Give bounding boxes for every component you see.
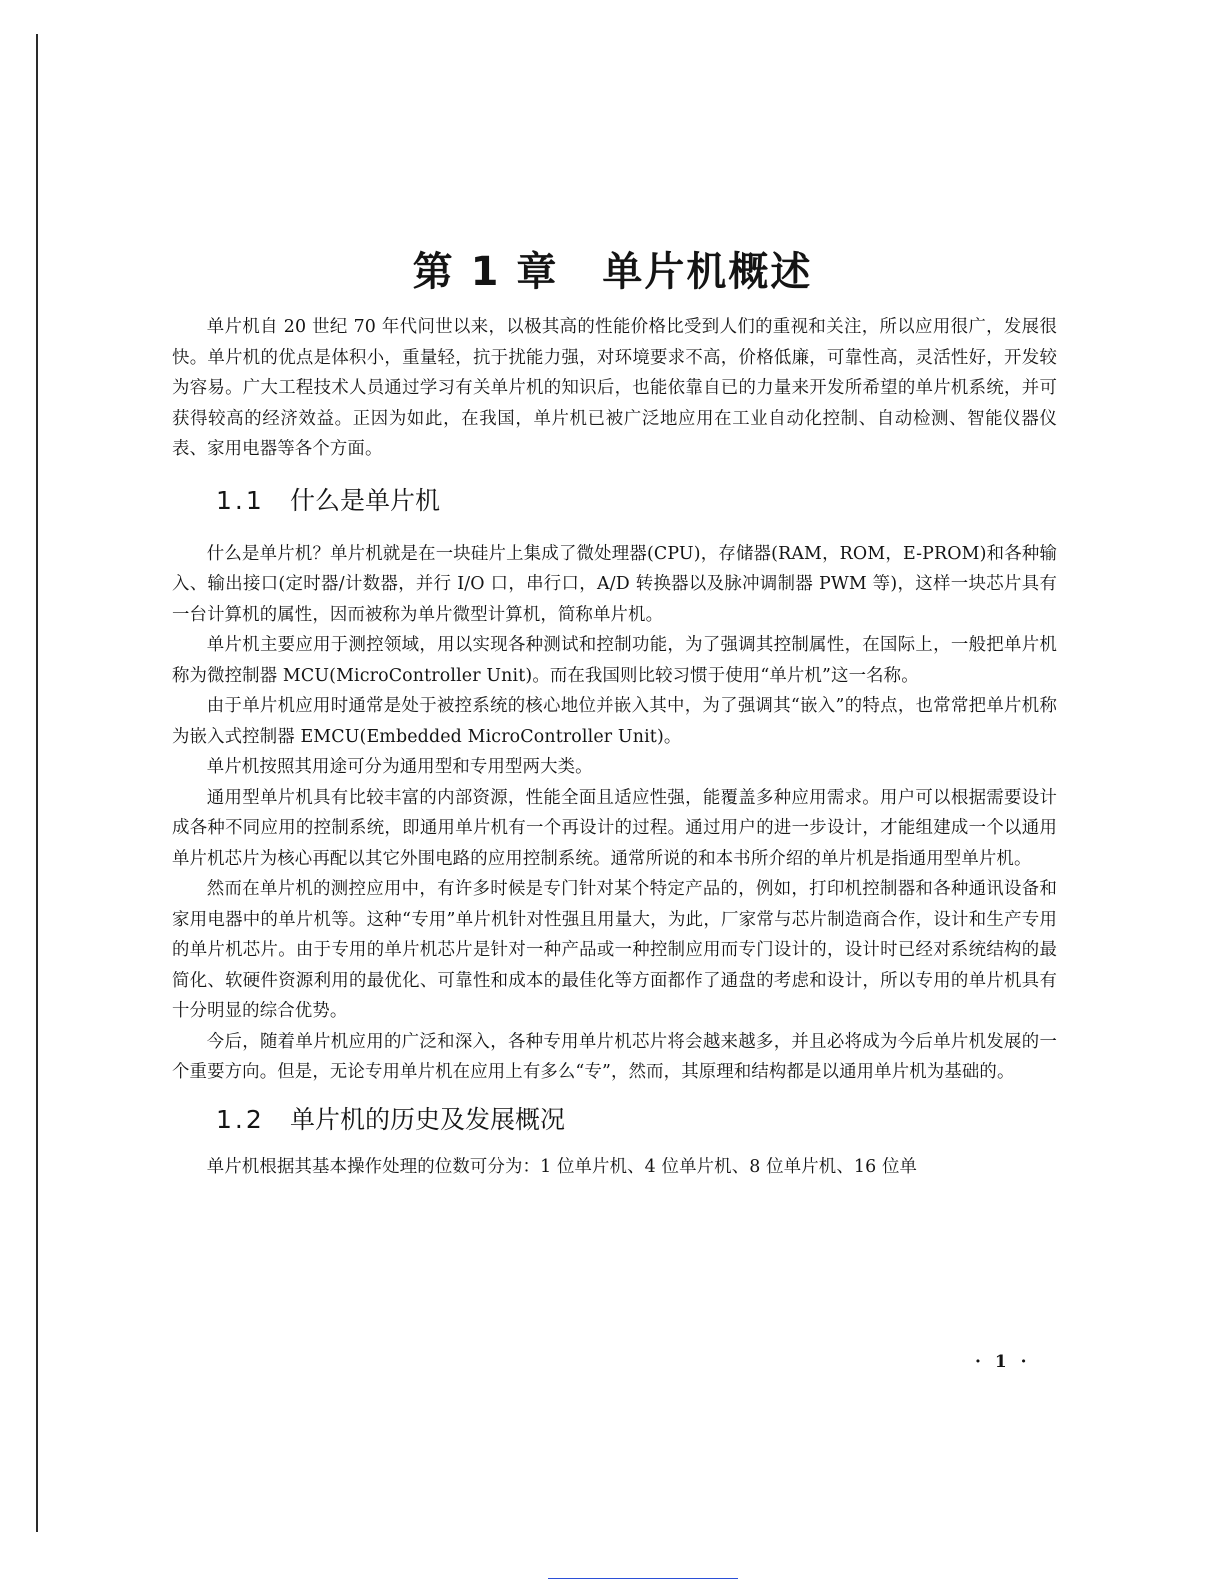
section-title: 什么是单片机 <box>290 485 441 515</box>
paragraph: 由于单片机应用时通常是处于被控系统的核心地位并嵌入其中，为了强调其“嵌入”的特点，也常常把单片机称为嵌入式控制器 EMCU(Embedded MicroController Unit)。 <box>172 696 1057 747</box>
chapter-number: 第 1 章 <box>412 249 559 295</box>
section-title: 单片机的历史及发展概况 <box>290 1104 566 1134</box>
intro-paragraph: 单片机自 20 世纪 70 年代问世以来，以极其高的性能价格比受到人们的重视和关注，所以应用很广，发展很快。单片机的优点是体积小，重量轻，抗于扰能力强，对环境要求不高，价格低廉，可靠性高，灵活性好，开发较为容易。广大工程技术人员通过学习有关单片机的知识后，也能依靠自已的力量来开发所希望的单片机系统，并可获得较高的经济效益。正因为如此，在我国，单片机已被广泛地应用在工业自动化控制、自动检测、智能仪器仪表、家用电器等各个方面。 <box>172 317 1057 459</box>
section-number: 1.2 <box>216 1104 265 1134</box>
paragraph: 然而在单片机的测控应用中，有许多时候是专门针对某个特定产品的，例如，打印机控制器和各种通讯设备和家用电器中的单片机等。这种“专用”单片机针对性强且用量大，为此，厂家常与芯片制造商合作，设计和生产专用的单片机芯片。由于专用的单片机芯片是针对一种产品或一种控制应用而专门设计的，设计时已经对系统结构的最简化、软硬件资源利用的最优化、可靠性和成本的最佳化等方面都作了通盘的考虑和设计，所以专用的单片机具有十分明显的综合优势。 <box>172 879 1057 1021</box>
chapter-name: 单片机概述 <box>602 249 813 295</box>
paragraph: 单片机根据其基本操作处理的位数可分为：1 位单片机、4 位单片机、8 位单片机、16 位单 <box>206 1156 918 1177</box>
paragraph: 通用型单片机具有比较丰富的内部资源，性能全面且适应性强，能覆盖多种应用需求。用户可以根据需要设计成各种不同应用的控制系统，即通用单片机有一个再设计的过程。通过用户的进一步设计，才能组建成一个以通用单片机芯片为核心再配以其它外围电路的应用控制系统。通常所说的和本书所介绍的单片机是指通用型单片机。 <box>172 787 1057 869</box>
section-heading-1-2 <box>172 1100 1057 1140</box>
paragraph: 单片机按照其用途可分为通用型和专用型两大类。 <box>206 757 593 777</box>
bottom-link-underline <box>548 1578 738 1579</box>
paragraph: 什么是单片机？单片机就是在一块硅片上集成了微处理器(CPU)，存储器(RAM，ROM，E-PROM)和各种输入、输出接口(定时器/计数器，并行 I/O 口，串行口，A/D 转换器以及脉冲调制器 PWM 等)，这样一块芯片具有一台计算机的属性，因而被称为单片微型计算机，简称单片机。 <box>172 543 1057 625</box>
chapter-title <box>0 240 1225 297</box>
page-body <box>172 312 1057 1182</box>
section-number: 1.1 <box>216 485 265 515</box>
paragraph: 单片机主要应用于测控领域，用以实现各种测试和控制功能，为了强调其控制属性，在国际上，一般把单片机称为微控制器 MCU(MicroController Unit)。而在我国则比较习惯于使用“单片机”这一名称。 <box>172 635 1057 686</box>
paragraph: 今后，随着单片机应用的广泛和深入，各种专用单片机芯片将会越来越多，并且必将成为今后单片机发展的一个重要方向。但是，无论专用单片机在应用上有多么“专”，然而，其原理和结构都是以通用单片机为基础的。 <box>172 1031 1057 1082</box>
section-heading-1-1 <box>172 481 1057 521</box>
page-number: · 1 · <box>975 1352 1031 1372</box>
